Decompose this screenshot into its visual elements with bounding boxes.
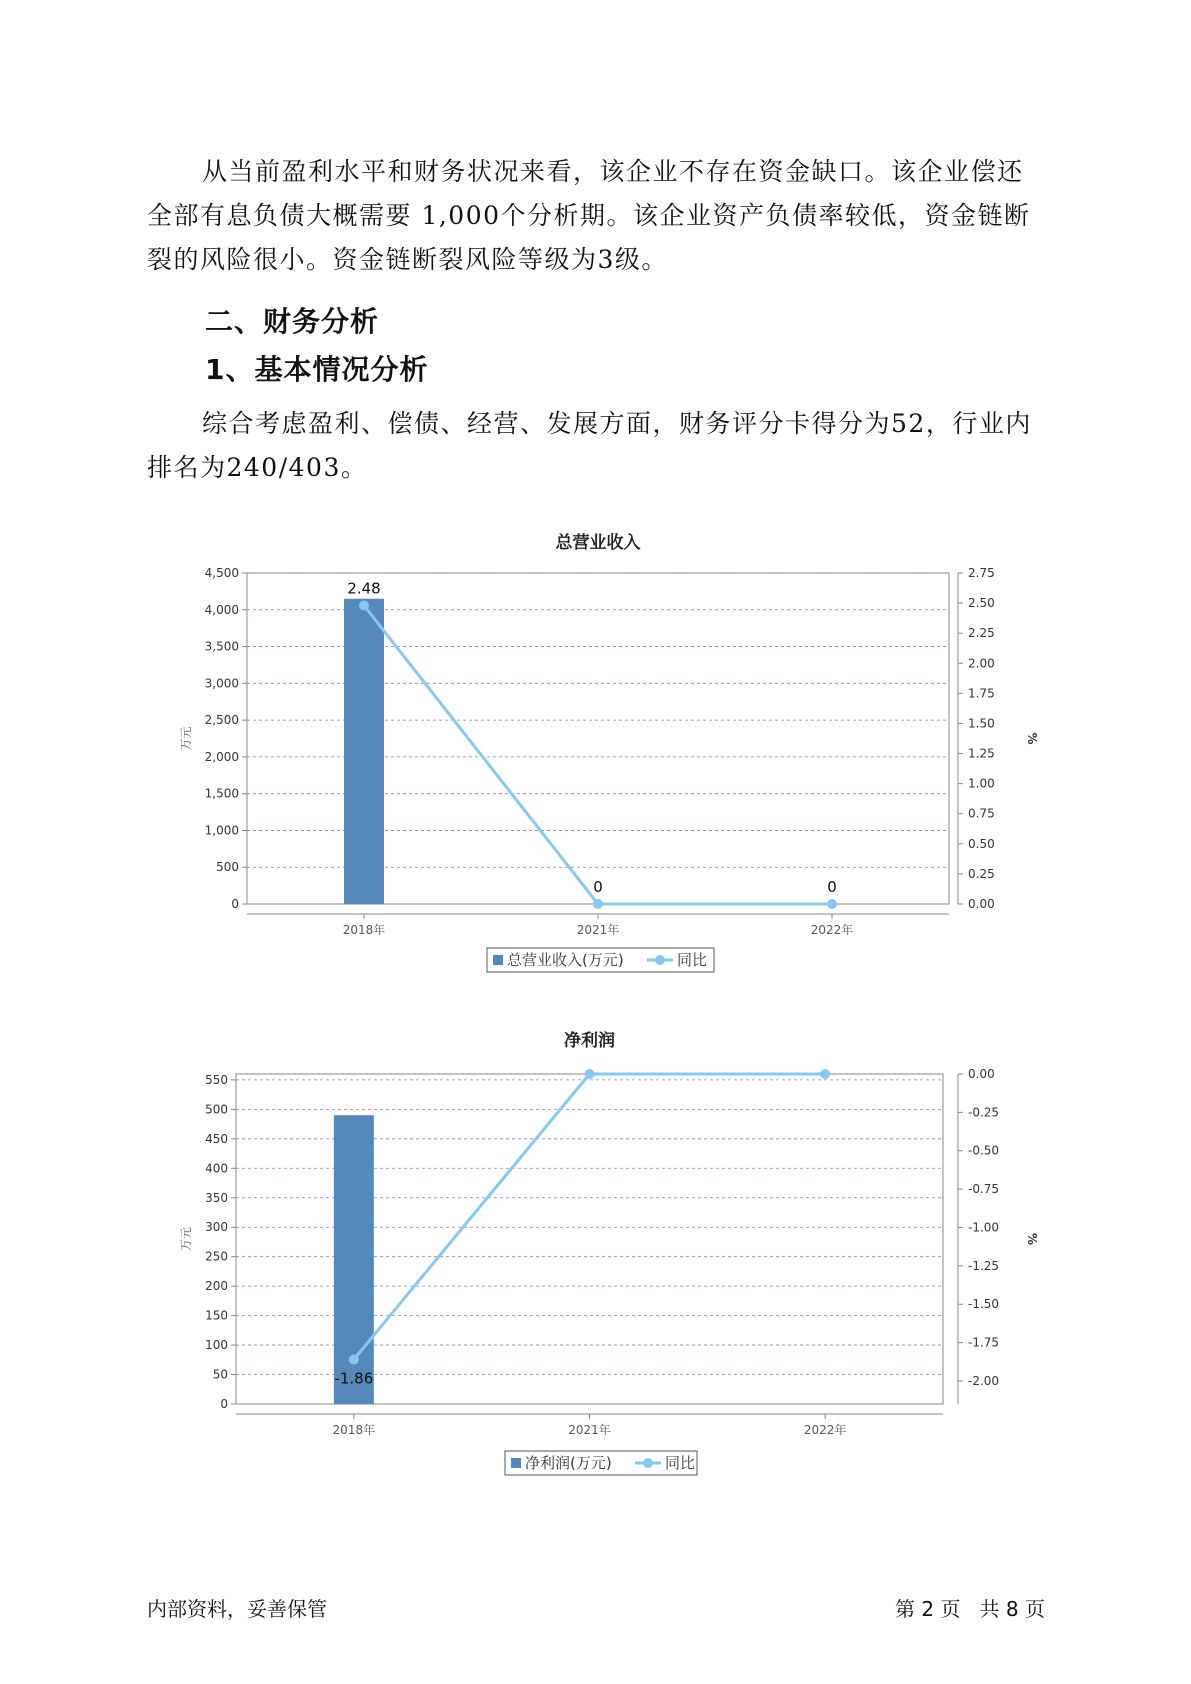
- x-tick-label: 2018年: [332, 1423, 376, 1437]
- y-tick-label: 1,500: [204, 786, 239, 801]
- y2-tick-label: 2.25: [968, 626, 995, 641]
- data-label: 0: [593, 878, 603, 896]
- y-tick-label: 50: [212, 1367, 228, 1382]
- y2-tick-label: 0.75: [968, 806, 995, 821]
- y-tick-label: 500: [205, 1102, 228, 1117]
- y2-tick-label: -1.00: [968, 1220, 1000, 1235]
- y2-tick-label: -0.25: [968, 1105, 1000, 1120]
- y-axis-label: 万元: [179, 726, 193, 751]
- y2-tick-label: -0.75: [968, 1182, 1000, 1197]
- y-tick-label: 3,000: [204, 676, 239, 691]
- y-tick-label: 0: [231, 897, 239, 911]
- y2-tick-label: 1.75: [968, 686, 995, 701]
- x-tick-label: 2018年: [342, 923, 386, 937]
- y2-tick-label: -1.50: [968, 1297, 1000, 1312]
- y2-tick-label: 0.00: [968, 1067, 995, 1081]
- chart-title: 总营业收入: [555, 533, 641, 553]
- chart-title: 净利润: [564, 1031, 615, 1051]
- y-tick-label: 2,500: [204, 713, 239, 728]
- y2-tick-label: -1.25: [968, 1258, 1000, 1273]
- section-heading-financial-analysis: 二、财务分析: [205, 305, 380, 338]
- y2-tick-label: -0.50: [968, 1143, 1000, 1158]
- y-tick-label: 250: [205, 1249, 228, 1264]
- y2-tick-label: -1.75: [968, 1335, 1000, 1350]
- y-tick-label: 450: [205, 1131, 228, 1146]
- y-tick-label: 150: [205, 1308, 228, 1323]
- line-point: [349, 1354, 359, 1364]
- y-tick-label: 350: [205, 1190, 228, 1205]
- y-axis-label: 万元: [179, 1226, 193, 1252]
- legend-bar-label: 总营业收入(万元): [507, 951, 624, 969]
- y2-tick-label: 2.50: [968, 596, 995, 611]
- y2-tick-label: 1.25: [968, 746, 995, 761]
- legend-bar-label: 净利润(万元): [525, 1454, 612, 1472]
- x-tick-label: 2022年: [803, 1423, 847, 1437]
- score-paragraph-text: 综合考虑盈利、偿债、经营、发展方面，财务评分卡得分为52，行业内排名为240/403。: [147, 409, 1032, 482]
- y-tick-label: 2,000: [204, 749, 239, 764]
- y2-tick-label: 1.00: [968, 776, 995, 791]
- legend-bar-swatch: [511, 1458, 521, 1468]
- y-tick-label: 0: [220, 1397, 228, 1411]
- line-point: [585, 1069, 595, 1079]
- footer-confidential: 内部资料，妥善保管: [147, 1597, 327, 1621]
- x-tick-label: 2021年: [576, 923, 620, 937]
- y-tick-label: 200: [205, 1279, 228, 1294]
- y-tick-label: 400: [205, 1161, 228, 1176]
- data-label: 0: [827, 878, 837, 896]
- footer-page-number: 第 2 页 共 8 页: [895, 1597, 1045, 1621]
- y-tick-label: 100: [205, 1338, 228, 1353]
- legend-line-label: 同比: [677, 951, 708, 969]
- y-tick-label: 500: [216, 860, 239, 875]
- y2-axis-label: %: [1025, 732, 1039, 745]
- y-tick-label: 3,500: [204, 639, 239, 654]
- y-tick-label: 300: [205, 1220, 228, 1235]
- y-tick-label: 4,000: [204, 602, 239, 617]
- data-label: 2.48: [347, 579, 381, 598]
- y-tick-label: 4,500: [204, 566, 239, 580]
- y2-tick-label: 2.00: [968, 656, 995, 671]
- y2-tick-label: -2.00: [968, 1373, 1000, 1388]
- y2-tick-label: 0.50: [968, 836, 995, 851]
- data-label: -1.86: [334, 1369, 374, 1388]
- summary-paragraph-text: 从当前盈利水平和财务状况来看，该企业不存在资金缺口。该企业偿还全部有息负债大概需要 1,000个分析期。该企业资产负债率较低，资金链断裂的风险很小。资金链断裂风险等级为3级。: [147, 157, 1031, 274]
- y2-tick-label: 2.75: [968, 566, 995, 580]
- subsection-heading-basic-analysis: 1、基本情况分析: [205, 353, 429, 386]
- legend-line-label: 同比: [665, 1454, 696, 1472]
- y2-axis-label: %: [1025, 1232, 1039, 1246]
- y2-tick-label: 0.25: [968, 866, 995, 881]
- x-tick-label: 2021年: [568, 1423, 611, 1437]
- y-tick-label: 1,000: [204, 823, 239, 838]
- y2-tick-label: 1.50: [968, 716, 995, 731]
- x-tick-label: 2022年: [810, 923, 854, 937]
- y-tick-label: 550: [205, 1072, 228, 1087]
- legend-line-marker: [643, 1458, 653, 1468]
- y2-tick-label: 0.00: [968, 897, 995, 911]
- line-point: [820, 1069, 830, 1079]
